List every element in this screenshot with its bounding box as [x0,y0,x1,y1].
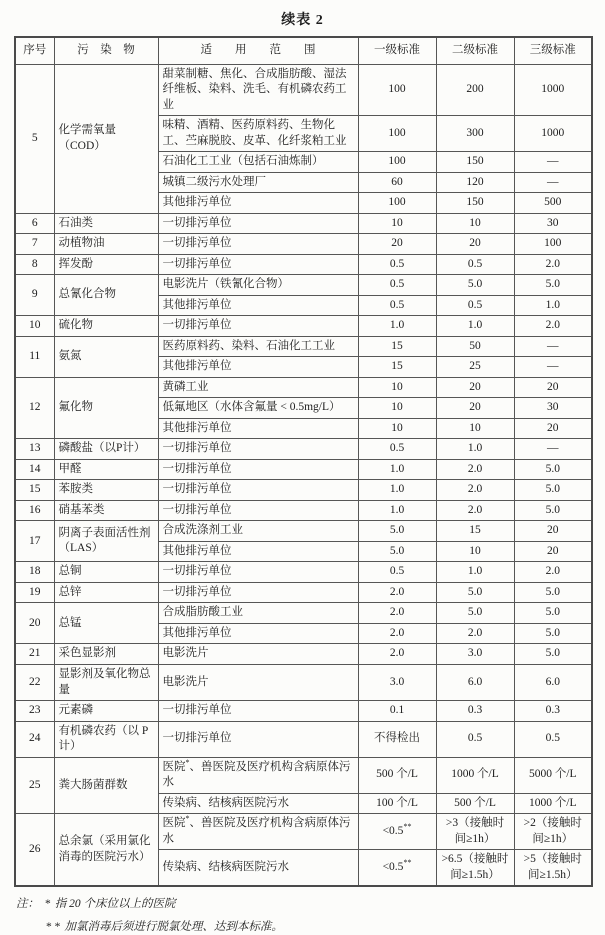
std2-cell: 0.5 [436,295,514,316]
std1-cell: 100 [358,193,436,214]
pollutant-cell: 苯胺类 [54,480,158,501]
header-row [15,37,592,64]
std3-cell: 5.0 [514,480,592,501]
scope-cell: 甜菜制糖、焦化、合成脂肪酸、湿法纤维板、染料、洗毛、有机磷农药工业 [158,64,358,116]
std2-cell: 10 [436,213,514,234]
table-row [15,234,592,255]
std3-cell: 30 [514,213,592,234]
std1-cell: 10 [358,377,436,398]
std3-cell: 2.0 [514,316,592,337]
std1-cell: 2.0 [358,644,436,665]
std3-cell: 500 [514,193,592,214]
scope-cell: 其他排污单位 [158,418,358,439]
footnote-asterisk: ** [403,858,412,868]
pollutant-cell: 有机磷农药（以 P 计） [54,721,158,757]
std1-cell: 5.0 [358,521,436,542]
scope-cell: 城镇二级污水处理厂 [158,172,358,193]
std2-cell: 10 [436,418,514,439]
std3-cell: 20 [514,541,592,562]
scope-cell: 其他排污单位 [158,541,358,562]
std2-cell: >3（接触时间≥1h） [436,814,514,850]
scope-cell: 石油化工工业（包括石油炼制） [158,152,358,173]
pollutant-cell: 阴离子表面活性剂（LAS） [54,521,158,562]
std3-cell: >5（接触时间≥1.5h） [514,850,592,887]
std2-cell: 1.0 [436,316,514,337]
scope-cell: 一切排污单位 [158,500,358,521]
std3-cell: 6.0 [514,664,592,700]
scope-cell: 医院*、兽医院及医疗机构含病原体污水 [158,814,358,850]
std1-cell: 60 [358,172,436,193]
scope-cell: 一切排污单位 [158,459,358,480]
row-number-cell: 21 [15,644,54,665]
scope-cell: 一切排污单位 [158,582,358,603]
row-number-cell: 9 [15,275,54,316]
table-row [15,721,592,757]
std3-cell: — [514,172,592,193]
pollutant-cell: 元素磷 [54,701,158,722]
table-row [15,521,592,542]
std3-cell: 5.0 [514,582,592,603]
footnote-asterisk: * [185,757,190,767]
std3-cell: 5.0 [514,644,592,665]
std3-cell: — [514,357,592,378]
scope-cell: 电影洗片 [158,664,358,700]
scope-cell: 黄磷工业 [158,377,358,398]
std1-cell: 100 [358,152,436,173]
standards-table [14,36,593,887]
row-number-cell: 14 [15,459,54,480]
table-row [15,603,592,624]
table-row [15,664,592,700]
row-number-cell: 6 [15,213,54,234]
std2-cell: 5.0 [436,582,514,603]
row-number-cell: 8 [15,254,54,275]
std2-cell: 20 [436,398,514,419]
scope-cell: 一切排污单位 [158,316,358,337]
pollutant-cell: 总锌 [54,582,158,603]
std3-cell: 1000 [514,64,592,116]
pollutant-cell: 粪大肠菌群数 [54,757,158,814]
row-number-cell: 19 [15,582,54,603]
std1-cell: 0.1 [358,701,436,722]
std2-cell: 25 [436,357,514,378]
std2-cell: 15 [436,521,514,542]
scope-cell: 医院*、兽医院及医疗机构含病原体污水 [158,757,358,793]
std2-cell: 300 [436,116,514,152]
row-number-cell: 10 [15,316,54,337]
std2-cell: 20 [436,377,514,398]
row-number-cell: 26 [15,814,54,887]
row-number-cell: 15 [15,480,54,501]
std1-cell: 0.5 [358,254,436,275]
std1-cell: 20 [358,234,436,255]
std2-cell: 5.0 [436,275,514,296]
pollutant-cell: 总锰 [54,603,158,644]
scope-cell: 其他排污单位 [158,357,358,378]
row-number-cell: 22 [15,664,54,700]
footnotes [16,896,605,935]
std2-cell: 0.3 [436,701,514,722]
pollutant-cell: 甲醛 [54,459,158,480]
scope-cell: 合成脂肪酸工业 [158,603,358,624]
scope-cell: 一切排污单位 [158,562,358,583]
footnote-1-marker: * [45,898,51,911]
std3-cell: 20 [514,377,592,398]
header-no: 序号 [15,37,54,64]
std1-cell: 100 个/L [358,793,436,814]
std1-cell: 2.0 [358,603,436,624]
table-row [15,213,592,234]
std1-cell: 15 [358,336,436,357]
std2-cell: 0.5 [436,254,514,275]
std1-cell: 5.0 [358,541,436,562]
std3-cell: 5000 个/L [514,757,592,793]
std2-cell: 500 个/L [436,793,514,814]
std3-cell: 1000 个/L [514,793,592,814]
std1-cell: 500 个/L [358,757,436,793]
pollutant-cell: 采色显影剂 [54,644,158,665]
table-row [15,582,592,603]
row-number-cell: 25 [15,757,54,814]
row-number-cell: 24 [15,721,54,757]
pollutant-cell: 氟化物 [54,377,158,439]
table-row [15,757,592,793]
scope-cell: 一切排污单位 [158,234,358,255]
row-number-cell: 23 [15,701,54,722]
std3-cell: 5.0 [514,459,592,480]
scope-cell: 一切排污单位 [158,254,358,275]
pollutant-cell: 动植物油 [54,234,158,255]
row-number-cell: 16 [15,500,54,521]
std1-cell: 1.0 [358,459,436,480]
table-row [15,275,592,296]
scope-cell: 一切排污单位 [158,721,358,757]
row-number-cell: 13 [15,439,54,460]
std1-cell: 0.5 [358,295,436,316]
std3-cell: 5.0 [514,603,592,624]
scope-cell: 电影洗片（铁氰化合物） [158,275,358,296]
std2-cell: 3.0 [436,644,514,665]
pollutant-cell: 化学需氧量（COD） [54,64,158,213]
pollutant-cell: 硫化物 [54,316,158,337]
std3-cell: 20 [514,521,592,542]
scope-cell: 其他排污单位 [158,295,358,316]
std2-cell: 20 [436,234,514,255]
table-row [15,500,592,521]
scope-cell: 味精、酒精、医药原料药、生物化工、苎麻脱胶、皮革、化纤浆粕工业 [158,116,358,152]
std2-cell: 50 [436,336,514,357]
std1-cell: 100 [358,116,436,152]
std1-cell: 1.0 [358,480,436,501]
pollutant-cell: 磷酸盐（以P计） [54,439,158,460]
std3-cell: — [514,336,592,357]
std2-cell: 1.0 [436,562,514,583]
table-row [15,254,592,275]
table-row [15,64,592,116]
pollutant-cell: 总余氯（采用氯化消毒的医院污水） [54,814,158,887]
std2-cell: 10 [436,541,514,562]
scope-cell: 低氟地区（水体含氟量 < 0.5mg/L） [158,398,358,419]
std1-cell: 10 [358,398,436,419]
std1-cell: 0.5 [358,562,436,583]
std2-cell: 150 [436,152,514,173]
std3-cell: 5.0 [514,623,592,644]
std3-cell: 30 [514,398,592,419]
std3-cell: 2.0 [514,562,592,583]
std2-cell: 5.0 [436,603,514,624]
table-row [15,459,592,480]
scope-cell: 其他排污单位 [158,623,358,644]
std1-cell: <0.5** [358,850,436,887]
std1-cell: 2.0 [358,623,436,644]
row-number-cell: 17 [15,521,54,562]
footnote-asterisk: ** [403,822,412,832]
scope-cell: 一切排污单位 [158,701,358,722]
scope-cell: 一切排污单位 [158,480,358,501]
table-row [15,644,592,665]
std2-cell: 6.0 [436,664,514,700]
row-number-cell: 12 [15,377,54,439]
scope-cell: 一切排污单位 [158,213,358,234]
row-number-cell: 20 [15,603,54,644]
footnote-2-text: 加氯消毒后须进行脱氯处理、达到本标准。 [64,921,283,934]
row-number-cell: 11 [15,336,54,377]
scope-cell: 传染病、结核病医院污水 [158,850,358,887]
std3-cell: 100 [514,234,592,255]
header-pollutant: 污 染 物 [54,37,158,64]
header-std1: 一级标准 [358,37,436,64]
row-number-cell: 7 [15,234,54,255]
page-title: 续表 2 [281,13,324,28]
header-std3: 三级标准 [514,37,592,64]
std1-cell: 1.0 [358,316,436,337]
table-row [15,814,592,850]
footnote-1 [16,896,605,912]
pollutant-cell: 总氰化合物 [54,275,158,316]
std1-cell: 10 [358,213,436,234]
table-row [15,377,592,398]
std3-cell: >2（接触时间≥1h） [514,814,592,850]
scope-cell: 传染病、结核病医院污水 [158,793,358,814]
std3-cell: — [514,152,592,173]
pollutant-cell: 显影剂及氧化物总量 [54,664,158,700]
footnote-prefix: 注： [16,898,39,911]
std3-cell: 2.0 [514,254,592,275]
std2-cell: 150 [436,193,514,214]
scope-cell: 电影洗片 [158,644,358,665]
header-std2: 二级标准 [436,37,514,64]
std2-cell: 0.5 [436,721,514,757]
std1-cell: 10 [358,418,436,439]
table-row [15,562,592,583]
std3-cell: 5.0 [514,275,592,296]
std1-cell: 3.0 [358,664,436,700]
std1-cell: 0.5 [358,439,436,460]
std1-cell: 0.5 [358,275,436,296]
footnote-1-text: 指 20 个床位以上的医院 [54,898,176,911]
std3-cell: 1000 [514,116,592,152]
std3-cell: 5.0 [514,500,592,521]
pollutant-cell: 总铜 [54,562,158,583]
std2-cell: 200 [436,64,514,116]
footnote-2-marker: * * [46,921,61,934]
header-scope: 适 用 范 围 [158,37,358,64]
std1-cell: 1.0 [358,500,436,521]
std2-cell: 120 [436,172,514,193]
std1-cell: 不得检出 [358,721,436,757]
footnote-asterisk: * [185,814,190,824]
std2-cell: 1000 个/L [436,757,514,793]
std1-cell: <0.5** [358,814,436,850]
std3-cell: 20 [514,418,592,439]
footnote-2 [16,919,605,935]
std2-cell: 1.0 [436,439,514,460]
std2-cell: 2.0 [436,500,514,521]
table-row [15,336,592,357]
std1-cell: 2.0 [358,582,436,603]
std3-cell: 1.0 [514,295,592,316]
std2-cell: 2.0 [436,459,514,480]
std3-cell: 0.3 [514,701,592,722]
std1-cell: 15 [358,357,436,378]
std2-cell: 2.0 [436,623,514,644]
pollutant-cell: 硝基苯类 [54,500,158,521]
table-row [15,701,592,722]
pollutant-cell: 挥发酚 [54,254,158,275]
table-row [15,316,592,337]
std2-cell: 2.0 [436,480,514,501]
std1-cell: 100 [358,64,436,116]
pollutant-cell: 氨氮 [54,336,158,377]
scope-cell: 医药原料药、染料、石油化工工业 [158,336,358,357]
scope-cell: 其他排污单位 [158,193,358,214]
std2-cell: >6.5（接触时间≥1.5h） [436,850,514,887]
scope-cell: 一切排污单位 [158,439,358,460]
scope-cell: 合成洗涤剂工业 [158,521,358,542]
row-number-cell: 18 [15,562,54,583]
table-row [15,439,592,460]
row-number-cell: 5 [15,64,54,213]
std3-cell: — [514,439,592,460]
table-row [15,480,592,501]
pollutant-cell: 石油类 [54,213,158,234]
std3-cell: 0.5 [514,721,592,757]
